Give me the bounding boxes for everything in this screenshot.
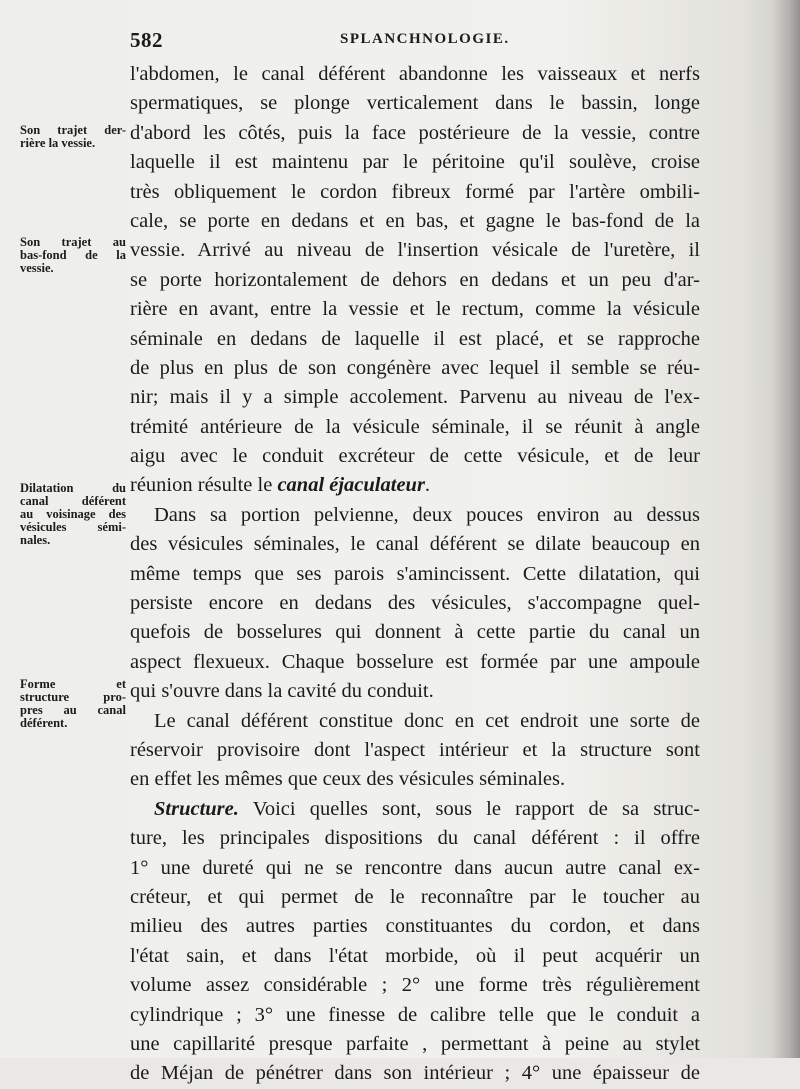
text-line: aspect flexueux. Chaque bosselure est formée par une ampoule xyxy=(130,650,700,673)
text-line: Dans sa portion pelvienne, deux pouces environ au dessus xyxy=(154,503,700,526)
text-line: l'abdomen, le canal déférent abandonne les vaisseaux et nerfs xyxy=(130,63,700,85)
text-fragment: réunion résulte le xyxy=(130,474,278,497)
text-line: même temps que ses parois s'amincissent. Cette dilatation, qui xyxy=(130,562,700,585)
margin-note-line: canal déférent xyxy=(20,494,126,508)
text-line: cale, se porte en dedans et en bas, et gagne le bas-fond de la xyxy=(130,209,700,232)
binding-shadow xyxy=(772,0,800,1058)
text-line: de Méjan de pénétrer dans son intérieur ; 4° une épaisseur de xyxy=(130,1062,700,1085)
margin-note-line: Forme et xyxy=(20,677,126,691)
italic-term-structure: Structure. xyxy=(154,797,239,820)
text-line: réservoir provisoire dont l'aspect intérieur et la structure sont xyxy=(130,738,700,761)
text-line: milieu des autres parties constituantes du cordon, et dans xyxy=(130,915,700,938)
margin-note-trajet-bas-fond xyxy=(20,236,126,275)
text-line: quefois de bosselures qui donnent à cette partie du canal un xyxy=(130,621,700,644)
margin-note-dilatation xyxy=(20,482,126,547)
italic-term-canal-ejaculateur: canal éjaculateur xyxy=(277,474,425,497)
margin-note-line: vessie. xyxy=(20,261,54,275)
text-line: Le canal déférent constitue donc en cet endroit une sorte de xyxy=(154,709,700,732)
text-line: d'abord les côtés, puis la face postérieure de la vessie, contre xyxy=(130,121,700,144)
margin-note-forme-structure xyxy=(20,678,126,730)
text-fragment: . xyxy=(424,474,431,497)
text-line: de plus en plus de son congénère avec lequel il semble se réu- xyxy=(130,356,700,379)
text-line-with-italic xyxy=(130,471,700,500)
margin-note-line: Son trajet der- xyxy=(20,123,126,137)
text-line: l'état sain, et dans l'état morbide, où il peut acquérir un xyxy=(130,944,700,967)
text-line: séminale en dedans de laquelle il est placé, et se rapproche xyxy=(130,327,700,350)
text-line: des vésicules séminales, le canal déférent se dilate beaucoup en xyxy=(130,533,700,556)
text-line: se porte horizontalement de dehors en dedans et un peu d'ar- xyxy=(130,268,700,291)
margin-note-line: rière la vessie. xyxy=(20,136,96,150)
text-fragment: Voici quelles sont, sous le rapport de sa struc- xyxy=(238,797,700,820)
text-line: nir; mais il y a simple accolement. Parvenu au niveau de l'ex- xyxy=(130,386,700,409)
text-line-structure xyxy=(130,795,700,824)
text-line: cylindrique ; 3° une finesse de calibre telle que le conduit a xyxy=(130,1003,700,1026)
margin-note-trajet-derriere-vessie xyxy=(20,124,126,150)
text-line: rière en avant, entre la vessie et le rectum, comme la vésicule xyxy=(130,298,700,321)
margin-note-line: structure pro- xyxy=(20,690,126,704)
text-line: créteur, et qui permet de le reconnaître par le toucher au xyxy=(130,885,700,908)
body-text xyxy=(130,60,700,1089)
text-line: volume assez considérable ; 2° une forme très régulièrement xyxy=(130,974,700,997)
margin-note-line: pres au canal xyxy=(20,703,126,717)
margin-note-line: au voisinage des xyxy=(20,507,126,521)
page-header xyxy=(130,28,700,54)
running-head: SPLANCHNOLOGIE. xyxy=(340,31,510,47)
margin-note-line: Son trajet au xyxy=(20,235,126,249)
text-line: très obliquement le cordon fibreux formé par l'artère ombili- xyxy=(130,180,700,203)
text-line: ture, les principales dispositions du canal déférent : il offre xyxy=(130,827,700,850)
text-line: qui s'ouvre dans la cavité du conduit. xyxy=(130,680,434,703)
text-line: trémité antérieure de la vésicule séminale, il se réunit à angle xyxy=(130,415,700,438)
text-line: une capillarité presque parfaite , permettant à peine au stylet xyxy=(130,1032,700,1055)
margin-note-line: Dilatation du xyxy=(20,481,126,495)
text-line: aigu avec le conduit excréteur de cette vésicule, et de leur xyxy=(130,445,700,468)
text-line: vessie. Arrivé au niveau de l'insertion vésicale de l'uretère, il xyxy=(130,239,700,262)
margin-note-line: bas-fond de la xyxy=(20,248,126,262)
margin-note-line: vésicules sémi- xyxy=(20,520,126,534)
text-line: spermatiques, se plonge verticalement dans le bassin, longe xyxy=(130,92,700,115)
text-line: persiste encore en dedans des vésicules, s'accompagne quel- xyxy=(130,592,700,615)
text-line: en effet les mêmes que ceux des vésicules séminales. xyxy=(130,768,566,791)
text-line: laquelle il est maintenu par le péritoine qu'il soulève, croise xyxy=(130,151,700,174)
margin-note-line: nales. xyxy=(20,533,51,547)
text-line: 1° une dureté qui ne se rencontre dans aucun autre canal ex- xyxy=(130,856,700,879)
page-number: 582 xyxy=(130,28,163,52)
margin-note-line: déférent. xyxy=(20,716,68,730)
